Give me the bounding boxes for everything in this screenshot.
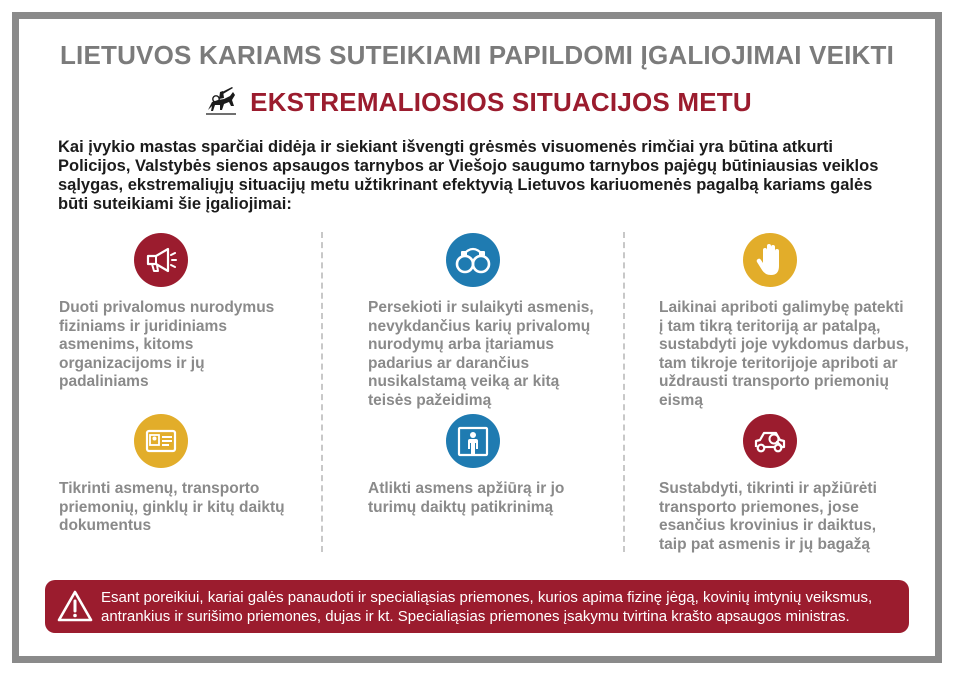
intro-paragraph: Kai įvykio mastas sparčiai didėja ir siekiant išvengti grėsmės visuomenės rimčiai yra būtina atkurti Policijos, Valstybės sienos apsaugos tarnybos ar Viešojo saugumo tarnybos pajėgų būtiniausias veiklos sąlygas, ekstremaliųjų situacijų metu užtikrinant efektyvią Lietuvos kariuomenės pagalbą kariams galės būti suteikiami šie įgaliojimai: xyxy=(58,138,879,213)
stop-hand-icon xyxy=(743,233,797,287)
banner-text: Esant poreikiui, kariai galės panaudoti ir specialiąsias priemones, kurios apima fizinę jėgą, kovinių imtynių veiksmus, antrankius ir surišimo priemones, dujas ir kt. Specialiąsias priemones įsakymu tvirtina krašto apsaugos ministras. xyxy=(101,589,873,625)
body-scanner-icon xyxy=(446,414,500,468)
title-line-2-row xyxy=(0,84,954,120)
special-measures-banner xyxy=(45,580,909,633)
column-divider-2 xyxy=(623,232,625,552)
item-text-orders: Duoti privalomus nurodymus fiziniams ir juridiniams asmenims, kitoms organizacijoms ir jų padaliniams xyxy=(59,299,275,390)
item-text-inspect-vehicles: Sustabdyti, tikrinti ir apžiūrėti transporto priemones, jose esančius krovinius ir daiktus, taip pat asmenis ir jų bagažą xyxy=(659,480,877,553)
title-line-2: EKSTREMALIOSIOS SITUACIJOS METU xyxy=(250,86,752,117)
title-line-1: LIETUVOS KARIAMS SUTEIKIAMI PAPILDOMI ĮGALIOJIMAI VEIKTI xyxy=(59,40,895,70)
car-icon xyxy=(743,414,797,468)
coat-of-arms-icon xyxy=(202,86,240,118)
megaphone-icon xyxy=(134,233,188,287)
warning-icon xyxy=(57,589,93,623)
item-text-check-documents: Tikrinti asmenų, transporto priemonių, ginklų ir kitų daiktų dokumentus xyxy=(59,480,285,534)
column-divider-1 xyxy=(321,232,323,552)
handcuffs-icon xyxy=(446,233,500,287)
item-text-restrict-access: Laikinai apriboti galimybę patekti į tam tikrą teritoriją ar patalpą, sustabdyti joje vykdomus darbus, tam tikroje teritorijoje apriboti ar uždrausti transporto priemonių eismą xyxy=(659,299,909,409)
item-text-search-person: Atlikti asmens apžiūrą ir jo turimų daiktų patikrinimą xyxy=(368,480,565,516)
id-card-icon xyxy=(134,414,188,468)
item-text-detain: Persekioti ir sulaikyti asmenis, nevykdančius karių privalomų nurodymų arba įtariamus padarius ar darančius nusikalstamą veiką ar kitą teisės pažeidimą xyxy=(368,299,594,409)
